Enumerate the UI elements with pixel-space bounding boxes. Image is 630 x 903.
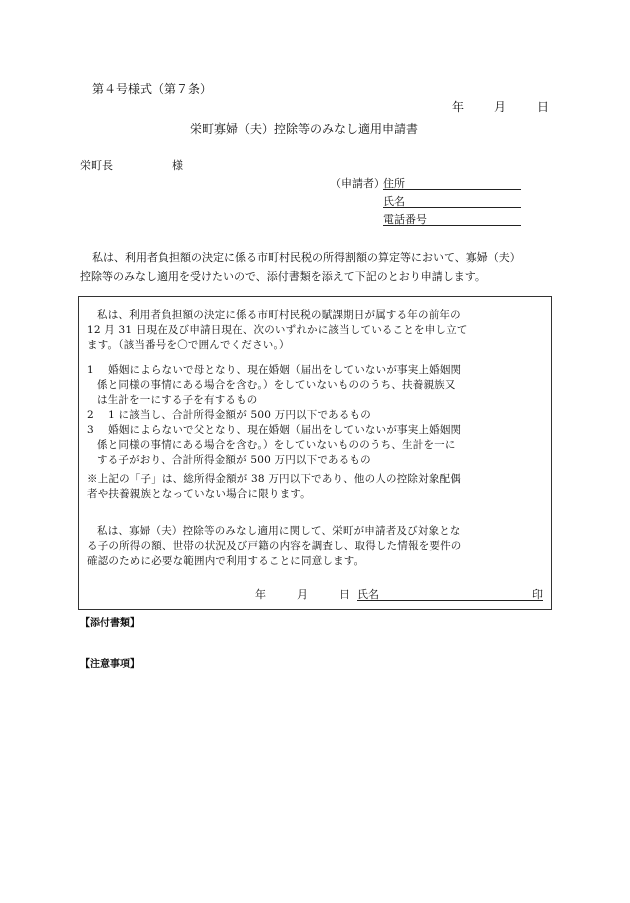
intro-line-2: 控除等のみなし適用を受けたいので、添付書類を添えて下記のとおり申請します。 — [80, 270, 486, 283]
sign-day-label: 日 — [339, 588, 350, 601]
item-3-line: する子がおり、合計所得金額が 500 万円以下であるもの — [97, 454, 371, 466]
consent-line: 私は、寡婦（夫）控除等のみなし適用に関して、栄町が申請者及び対象とな — [97, 525, 461, 537]
attachments-label: 【添付書類】 — [80, 618, 140, 629]
addressee-name: 栄町長 — [80, 159, 113, 172]
item-3-line: 係と同様の事情にある場合を含む。）をしていないもののうち、生計を一に — [97, 439, 456, 451]
phone-field[interactable] — [383, 211, 521, 226]
name-field[interactable] — [383, 193, 521, 208]
phone-label: 電話番号 — [383, 213, 427, 226]
notes-label: 【注意事項】 — [80, 659, 140, 670]
consent-line: る子の所得の額、世帯の状況及び戸籍の内容を調査し、取得した情報を要件の — [87, 540, 462, 552]
date-year-label: 年 — [452, 100, 465, 114]
date-month-label: 月 — [494, 100, 507, 114]
address-label: 住所 — [383, 177, 405, 190]
document-title: 栄町寡婦（夫）控除等のみなし適用申請書 — [190, 122, 419, 136]
sign-name-field[interactable] — [357, 586, 543, 601]
sign-month-label: 月 — [297, 588, 308, 601]
date-day-label: 日 — [537, 100, 550, 114]
sign-name-label: 氏名 — [357, 588, 379, 601]
declaration-line: 私は、利用者負担額の決定に係る市町村民税の賦課期日が属する年の前年の — [97, 309, 461, 321]
address-field[interactable] — [383, 175, 521, 190]
declaration-line: 12 月 31 日現在及び申請日現在、次のいずれかに該当していることを申し立て — [87, 324, 468, 336]
declaration-box — [78, 296, 552, 610]
applicant-label: （申請者） — [330, 177, 385, 190]
declaration-line: ます。（該当番号を〇で囲んでください。） — [87, 339, 290, 351]
form-number: 第４号様式（第７条） — [92, 82, 213, 96]
item-1-line: 1 婚姻によらないで母となり、現在婚姻（届出をしていないが事実上婚姻関 — [87, 364, 462, 376]
note-line: ※上記の「子」は、総所得金額が 38 万円以下であり、他の人の控除対象配偶 — [87, 473, 461, 485]
item-3-line: 3 婚姻によらないで父となり、現在婚姻（届出をしていないが事実上婚姻関 — [87, 424, 462, 436]
sign-year-label: 年 — [255, 588, 266, 601]
seal-mark: 印 — [532, 588, 543, 601]
item-2-line: 2 1 に該当し、合計所得金額が 500 万円以下であるもの — [87, 409, 371, 421]
addressee-honorific: 様 — [172, 159, 183, 172]
note-line: 者や扶養親族となっていない場合に限ります。 — [87, 488, 311, 500]
name-label: 氏名 — [383, 195, 405, 208]
item-1-line: は生計を一にする子を有するもの — [97, 394, 258, 406]
intro-line-1: 私は、利用者負担額の決定に係る市町村民税の所得割額の算定等において、寡婦（夫） — [92, 251, 521, 264]
consent-line: 確認のために必要な範囲内で利用することに同意します。 — [87, 555, 365, 567]
item-1-line: 係と同様の事情にある場合を含む。）をしていないもののうち、扶養親族又 — [97, 379, 456, 391]
